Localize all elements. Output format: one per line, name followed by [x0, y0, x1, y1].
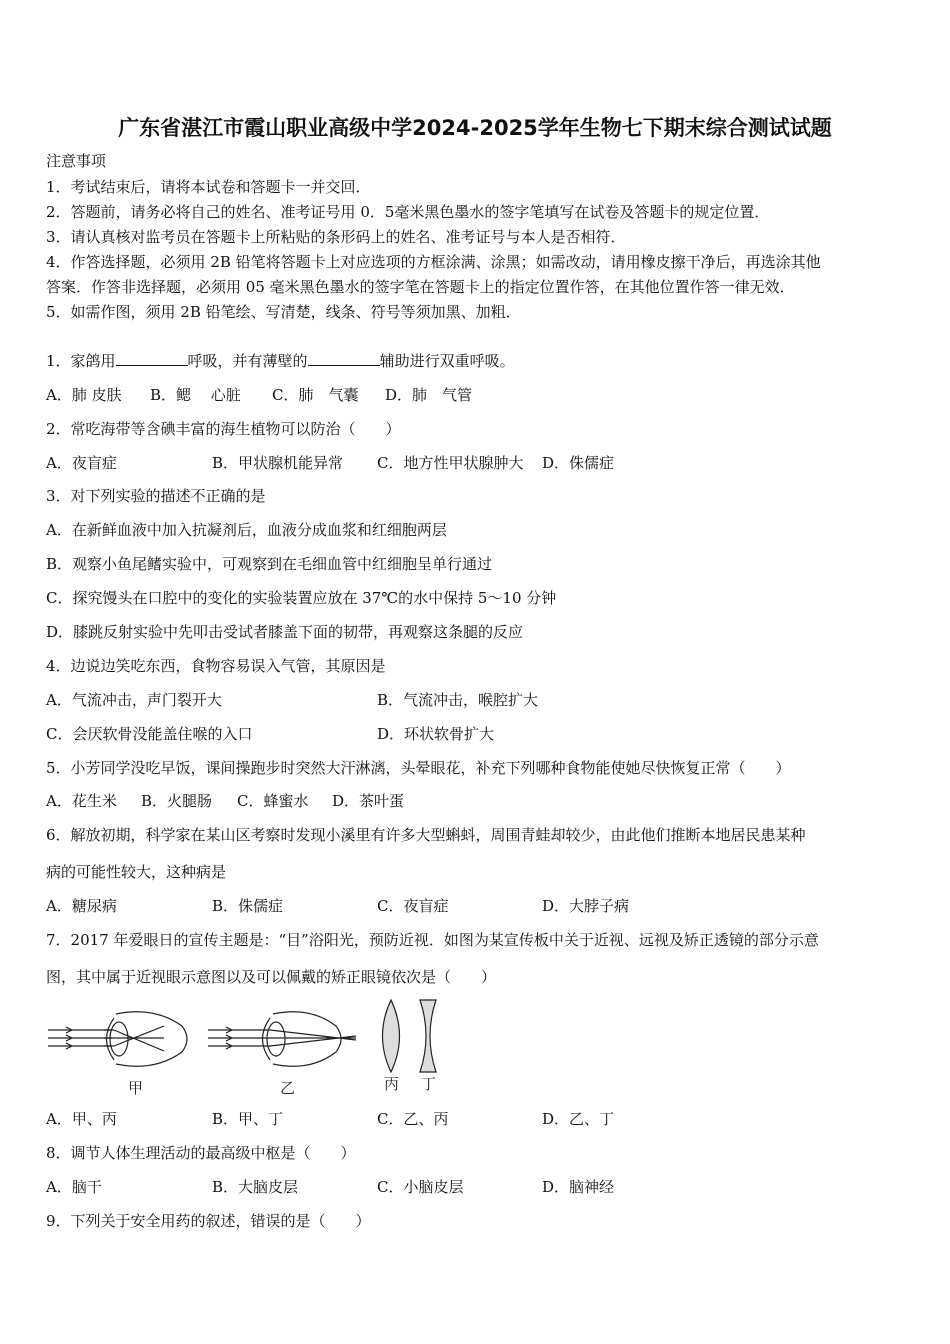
question-7-stem: 7．2017 年爱眼日的宣传主题是：“目”浴阳光，预防近视．如图为某宣传板中关于近视、远视及矫正透镜的部分示意 [46, 931, 819, 949]
q7-option-b: B．甲、丁 [212, 1110, 284, 1128]
notice-heading: 注意事项 [46, 152, 107, 170]
q3-option-a: A．在新鲜血液中加入抗凝剂后，血液分成血浆和红细胞两层 [46, 521, 447, 539]
question-7-stem-cont: 图，其中属于近视眼示意图以及可以佩戴的矫正眼镜依次是（ ） [46, 968, 497, 986]
question-4-stem: 4．边说边笑吃东西，食物容易误入气管，其原因是 [46, 657, 386, 675]
q8-option-b: B．大脑皮层 [212, 1178, 299, 1196]
q4-option-c: C．会厌软骨没能盖住喉的入口 [46, 725, 253, 743]
q2-option-a: A．夜盲症 [46, 454, 117, 472]
q7-option-c: C．乙、丙 [377, 1110, 449, 1128]
figure-label-ding: 丁 [421, 1075, 437, 1093]
q2-option-b: B．甲状腺机能异常 [212, 454, 344, 472]
q1-option-a: A．肺 皮肤 [46, 386, 122, 404]
q7-option-d: D．乙、丁 [542, 1110, 615, 1128]
q6-option-c: C．夜盲症 [377, 897, 449, 915]
q3-option-b: B．观察小鱼尾鳍实验中，可观察到在毛细血管中红细胞呈单行通过 [46, 555, 493, 573]
q5-option-d: D．茶叶蛋 [332, 792, 405, 810]
question-3-stem: 3．对下列实验的描述不正确的是 [46, 487, 266, 505]
q7-option-a: A．甲、丙 [46, 1110, 117, 1128]
q5-option-b: B．火腿肠 [141, 792, 213, 810]
eye-lens-figure [44, 996, 454, 1096]
q8-option-c: C．小脑皮层 [377, 1178, 464, 1196]
notice-item: 2．答题前，请务必将自己的姓名、准考证号用 0．5毫米黑色墨水的签字笔填写在试卷及答题卡的规定位置． [46, 203, 770, 221]
concave-lens-ding [420, 1000, 436, 1072]
q3-option-c: C．探究馒头在口腔中的变化的实验装置应放在 37℃的水中保持 5～10 分钟 [46, 589, 557, 607]
q1-option-c: C．肺 气囊 [272, 386, 359, 404]
eye-diagram-jia [48, 1012, 187, 1067]
q3-option-d: D．膝跳反射实验中先叩击受试者膝盖下面的韧带，再观察这条腿的反应 [46, 623, 524, 641]
figure-label-bing: 丙 [384, 1075, 400, 1093]
q1-part: 呼吸，并有薄壁的 [187, 352, 308, 370]
question-2-stem: 2．常吃海带等含碘丰富的海生植物可以防治（ ） [46, 420, 401, 438]
answer-blank [308, 351, 380, 366]
notice-item: 1．考试结束后，请将本试卷和答题卡一并交回． [46, 178, 371, 196]
q4-option-a: A．气流冲击，声门裂开大 [46, 691, 222, 709]
q1-part: 辅助进行双重呼吸。 [379, 352, 515, 370]
q4-option-b: B．气流冲击，喉腔扩大 [377, 691, 539, 709]
figure-label-jia: 甲 [128, 1079, 144, 1096]
question-5-stem: 5．小芳同学没吃早饭，课间操跑步时突然大汗淋漓，头晕眼花，补充下列哪种食物能使她尽快恢复正常（ ） [46, 759, 791, 777]
q5-option-c: C．蜂蜜水 [237, 792, 309, 810]
q6-option-b: B．侏儒症 [212, 897, 284, 915]
q2-option-c: C．地方性甲状腺肿大 [377, 454, 524, 472]
q1-option-b: B．鳃 心脏 [150, 386, 241, 404]
question-9-stem: 9．下列关于安全用药的叙述，错误的是（ ） [46, 1212, 371, 1230]
q1-part: 1．家鸽用 [46, 352, 116, 370]
figure-label-yi: 乙 [280, 1079, 296, 1096]
question-6-stem: 6．解放初期，科学家在某山区考察时发现小溪里有许多大型蝌蚪，周围青蛙却较少，由此他们推断本地居民患某种 [46, 826, 806, 844]
question-6-stem-cont: 病的可能性较大，这种病是 [46, 863, 227, 881]
notice-item: 4．作答选择题，必须用 2B 铅笔将答题卡上对应选项的方框涂满、涂黑；如需改动，请用橡皮擦干净后，再选涂其他 [46, 253, 821, 271]
answer-blank [116, 351, 188, 366]
eye-diagram-yi [208, 1012, 356, 1067]
convex-lens-bing [383, 1000, 400, 1072]
q8-option-d: D．脑神经 [542, 1178, 615, 1196]
notice-item: 答案．作答非选择题，必须用 05 毫米黑色墨水的签字笔在答题卡上的指定位置作答，在其他位置作答一律无效． [46, 278, 795, 296]
q1-option-d: D．肺 气管 [385, 386, 473, 404]
q4-option-d: D．环状软骨扩大 [377, 725, 495, 743]
notice-item: 3．请认真核对监考员在答题卡上所粘贴的条形码上的姓名、准考证号与本人是否相符． [46, 228, 626, 246]
q8-option-a: A．脑干 [46, 1178, 102, 1196]
question-1-stem [46, 351, 515, 371]
q5-option-a: A．花生米 [46, 792, 117, 810]
q6-option-a: A．糖尿病 [46, 897, 117, 915]
notice-item: 5．如需作图，须用 2B 铅笔绘、写清楚，线条、符号等须加黑、加粗． [46, 303, 521, 321]
q2-option-d: D．侏儒症 [542, 454, 615, 472]
q6-option-d: D．大脖子病 [542, 897, 630, 915]
question-8-stem: 8．调节人体生理活动的最高级中枢是（ ） [46, 1144, 356, 1162]
page-title: 广东省湛江市霞山职业高级中学2024-2025学年生物七下期末综合测试试题 [118, 116, 832, 140]
